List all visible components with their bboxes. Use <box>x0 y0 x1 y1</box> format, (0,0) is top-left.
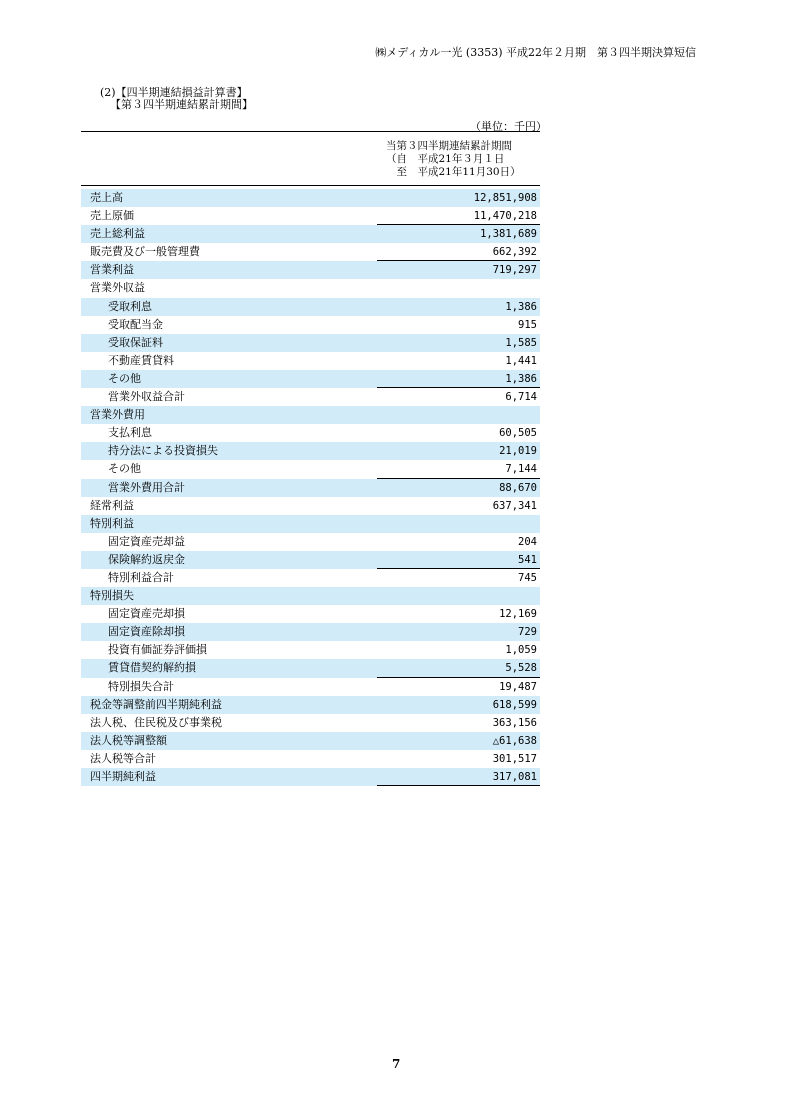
row-label: 売上高 <box>90 191 123 204</box>
table-row <box>81 551 540 569</box>
table-row <box>81 587 540 605</box>
row-label: 特別損失 <box>90 589 134 603</box>
table-row <box>81 207 540 225</box>
table-row <box>81 370 540 388</box>
row-label: 特別損失合計 <box>108 679 174 693</box>
row-label: 不動産賃貸料 <box>108 353 174 367</box>
table-body <box>81 189 540 786</box>
row-label: 受取配当金 <box>108 317 163 331</box>
table-row <box>81 298 540 316</box>
table-row <box>81 750 540 768</box>
row-label: 特別利益合計 <box>108 570 174 584</box>
table-row <box>81 406 540 424</box>
table-row <box>81 261 540 279</box>
row-value: 541 <box>518 553 537 566</box>
row-label: 受取利息 <box>108 299 152 313</box>
table-row <box>81 659 540 677</box>
row-label: 固定資産除却損 <box>108 625 185 639</box>
table-row <box>81 352 540 370</box>
column-header-period: 当第３四半期連結累計期間 <box>386 140 512 152</box>
table-row <box>81 696 540 714</box>
table-row <box>81 641 540 659</box>
row-label: 受取保証料 <box>108 335 163 349</box>
row-value: 7,144 <box>505 463 537 476</box>
row-label: 法人税等合計 <box>90 751 156 765</box>
table-row <box>81 225 540 243</box>
table-row <box>81 388 540 406</box>
row-value: 11,470,218 <box>473 210 537 223</box>
table-row <box>81 442 540 460</box>
row-value: 915 <box>518 318 537 331</box>
row-value: 12,169 <box>499 608 537 621</box>
row-label: 賃貸借契約解約損 <box>108 661 196 675</box>
row-label: 売上原価 <box>90 209 134 223</box>
row-value: 637,341 <box>492 499 537 512</box>
row-label: その他 <box>108 462 141 476</box>
table-row <box>81 243 540 261</box>
row-value: 1,386 <box>505 372 537 385</box>
table-row <box>81 479 540 497</box>
table-row <box>81 678 540 696</box>
row-value: 729 <box>518 626 537 639</box>
row-value: 19,487 <box>499 680 537 693</box>
row-label: 固定資産売却損 <box>108 607 185 621</box>
row-label: 売上総利益 <box>90 227 145 241</box>
row-label: 営業外収益 <box>90 281 145 295</box>
row-value: 21,019 <box>499 445 537 458</box>
row-label: 税金等調整前四半期純利益 <box>90 697 222 711</box>
table-row <box>81 424 540 442</box>
row-value: 363,156 <box>492 716 537 729</box>
row-label: 営業外費用合計 <box>108 480 185 494</box>
table-row <box>81 515 540 533</box>
row-label: 支払利息 <box>108 426 152 440</box>
row-label: 四半期純利益 <box>90 770 156 783</box>
table-row <box>81 460 540 478</box>
row-label: 営業利益 <box>90 263 134 277</box>
row-value: 204 <box>518 535 537 548</box>
table-row <box>81 316 540 334</box>
income-statement-table <box>81 131 540 786</box>
row-value: 1,585 <box>505 336 537 349</box>
table-row <box>81 533 540 551</box>
section-subtitle: 【第３四半期連結累計期間】 <box>110 98 253 111</box>
row-label: 特別利益 <box>90 516 134 530</box>
column-header <box>81 131 540 186</box>
row-label: 保険解約返戻金 <box>108 552 185 566</box>
row-label: 販売費及び一般管理費 <box>90 245 200 259</box>
table-row <box>81 768 540 786</box>
row-value: △61,638 <box>492 734 537 747</box>
column-header-to: 至 平成21年11月30日） <box>386 166 521 178</box>
row-value: 317,081 <box>492 771 537 783</box>
table-row <box>81 334 540 352</box>
table-row <box>81 569 540 587</box>
row-label: 営業外収益合計 <box>108 390 185 404</box>
table-row <box>81 732 540 750</box>
row-label: 持分法による投資損失 <box>108 444 218 458</box>
unit-label: （単位：千円） <box>470 120 547 133</box>
row-value: 88,670 <box>499 481 537 494</box>
row-value: 1,386 <box>505 300 537 313</box>
row-label: 投資有価証券評価損 <box>108 643 207 657</box>
row-value: 6,714 <box>505 391 537 404</box>
row-value: 12,851,908 <box>473 192 537 204</box>
row-value: 5,528 <box>505 662 537 675</box>
table-row <box>81 714 540 732</box>
row-label: 経常利益 <box>90 498 134 512</box>
table-row <box>81 623 540 641</box>
table-row <box>81 497 540 515</box>
row-value: 662,392 <box>492 246 537 259</box>
row-label: 営業外費用 <box>90 408 145 422</box>
row-value: 745 <box>518 571 537 584</box>
table-row <box>81 189 540 207</box>
row-value: 1,441 <box>505 354 537 367</box>
row-value: 60,505 <box>499 427 537 440</box>
row-value: 618,599 <box>492 698 537 711</box>
row-label: 固定資産売却益 <box>108 534 185 548</box>
column-header-from: （自 平成21年３月１日 <box>386 153 505 165</box>
row-value: 301,517 <box>492 752 537 765</box>
document-header: ㈱メディカル一光 (3353) 平成22年２月期 第３四半期決算短信 <box>375 46 696 59</box>
page-number: 7 <box>392 1057 401 1071</box>
section-title: (2)【四半期連結損益計算書】 <box>100 86 248 99</box>
row-value: 1,381,689 <box>480 228 537 241</box>
row-label: 法人税等調整額 <box>90 733 167 747</box>
row-value: 719,297 <box>492 264 537 277</box>
row-label: その他 <box>108 371 141 385</box>
row-label: 法人税、住民税及び事業税 <box>90 715 222 729</box>
table-row <box>81 279 540 297</box>
row-value: 1,059 <box>505 644 537 657</box>
table-row <box>81 605 540 623</box>
